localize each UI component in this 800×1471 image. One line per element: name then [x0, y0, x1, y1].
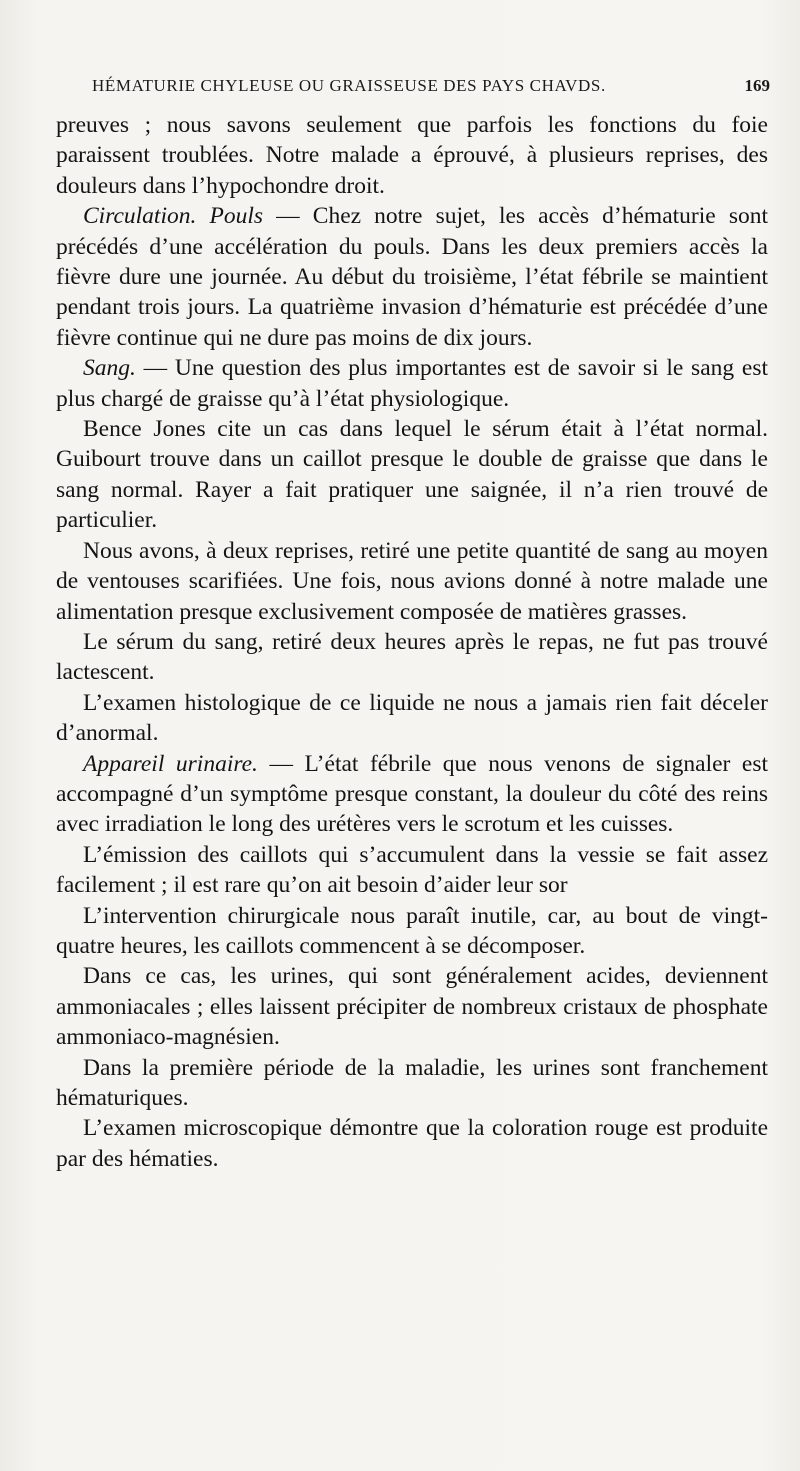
- section-title-appareil-urinaire: Appareil urinaire.: [83, 750, 258, 777]
- paragraph-text: preuves ; nous savons seulement que parfois les fonctions du foie paraissent troublées. Notre malade a éprouvé, à plusieurs reprises, des douleurs dans l’hypochondre droit.: [56, 112, 768, 199]
- paragraph-text: L’intervention chirurgicale nous paraît inutile, car, au bout de vingt-quatre heures, les caillots commencent à se décomposer.: [56, 902, 768, 959]
- paragraph: [56, 353, 768, 414]
- paragraph: [56, 1053, 768, 1114]
- paragraph: [56, 961, 768, 1052]
- paragraph-text: — Une question des plus importantes est de savoir si le sang est plus chargé de graisse qu’à l’état physiologique.: [56, 355, 768, 412]
- section-title-sang: Sang.: [83, 355, 136, 382]
- paragraph: [56, 1113, 768, 1174]
- paragraph-text: — Chez notre sujet, les accès d’hématurie sont précédés d’une accélération du pouls. Dans les deux premiers accès la fièvre dure une journée. Au début du troisième, l’état fébrile se maintient pendant trois jours. La quatrième invasion d’hématurie est précédée d’une fièvre continue qui ne dure pas moins de dix jours.: [56, 203, 768, 351]
- page-header: [92, 76, 770, 102]
- section-title-circulation: Circulation. Pouls: [83, 203, 264, 230]
- paragraph-text: Dans ce cas, les urines, qui sont généralement acides, deviennent ammoniacales ; elles laissent précipiter de nombreux cristaux de phosphate ammoniaco-magnésien.: [56, 963, 768, 1051]
- paragraph: [56, 201, 768, 353]
- paragraph: [56, 840, 768, 901]
- paragraph: [56, 749, 768, 840]
- paragraph: [56, 414, 768, 536]
- paragraph-text: Nous avons, à deux reprises, retiré une petite quantité de sang au moyen de ventouses scarifiées. Une fois, nous avions donné à notre malade une alimentation presque exclusivement composée de matières grasses.: [56, 537, 768, 625]
- paragraph: [56, 110, 768, 201]
- paragraph-text: Le sérum du sang, retiré deux heures après le repas, ne fut pas trouvé lactescent.: [56, 628, 768, 686]
- paragraph: [56, 901, 768, 962]
- paragraph-text: Dans la première période de la maladie, les urines sont franchement hématuriques.: [56, 1054, 768, 1111]
- paragraph: [56, 536, 768, 627]
- paragraph: [56, 627, 768, 688]
- paragraph: [56, 688, 768, 749]
- page-number: 169: [744, 76, 770, 95]
- paragraph-text: L’émission des caillots qui s’accumulent dans la vessie se fait assez facilement ; il est rare qu’on ait besoin d’aider leur sor: [56, 841, 768, 899]
- paragraph-text: — L’état fébrile que nous venons de signaler est accompagné d’un symptôme presque constant, la douleur du côté des reins avec irradiation le long des urétères vers le scrotum et les cuisses.: [56, 750, 769, 838]
- body-text: [56, 110, 768, 1174]
- paragraph-text: L’examen microscopique démontre que la coloration rouge est produite par des hématies.: [56, 1115, 768, 1172]
- running-head: HÉMATURIE CHYLEUSE OU GRAISSEUSE DES PAYS CHAVDS.: [92, 76, 606, 95]
- paragraph-text: Bence Jones cite un cas dans lequel le sérum était à l’état normal. Guibourt trouve dans un caillot presque le double de graisse que dans le sang normal. Rayer a fait pratiquer une saignée, il n’a rien trouvé de particulier.: [56, 416, 768, 534]
- paragraph-text: L’examen histologique de ce liquide ne nous a jamais rien fait déceler d’anormal.: [56, 689, 768, 747]
